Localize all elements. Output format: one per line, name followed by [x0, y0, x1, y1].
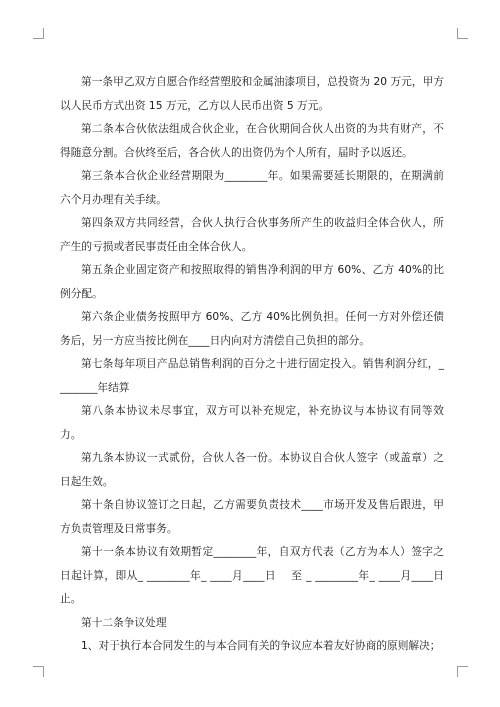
clause-3: 第三条本合伙企业经营期限为________年。如果需要延长期限的，在期满前六个月办理有关手续。	[60, 169, 444, 206]
clause-10: 第十条自协议签订之日起，乙方需要负责技术____市场开发及售后跟进，甲方负责管理及日常事务。	[60, 498, 444, 535]
document-body	[60, 70, 444, 658]
clause-6: 第六条企业债务按照甲方 60%、乙方 40%比例负担。任何一方对外偿还债务后，另一方应当按比例在____日内向对方清偿自己负担的部分。	[60, 310, 444, 347]
crop-mark-bottom-left	[33, 666, 44, 677]
crop-mark-bottom-right	[457, 666, 468, 677]
clause-8: 第八条本协议未尽事宜，双方可以补充规定，补充协议与本协议有同等效力。	[60, 404, 444, 441]
clause-7: 第七条每年项目产品总销售利润的百分之十进行固定投入。销售利润分红，________年结算	[60, 357, 444, 394]
clause-5: 第五条企业固定资产和按照取得的销售净利润的甲方 60%、乙方 40%的比例分配。	[60, 263, 444, 300]
crop-mark-top-right	[457, 28, 468, 39]
clause-1: 第一条甲乙双方自愿合作经营塑胶和金属油漆项目，总投资为 20 万元，甲方以人民币方式出资 15 万元，乙方以人民币出资 5 万元。	[60, 75, 444, 112]
crop-mark-top-left	[33, 28, 44, 39]
clause-9: 第九条本协议一式贰份，合伙人各一份。本协议自合伙人签字（或盖章）之日起生效。	[60, 451, 444, 488]
clause-11: 第十一条本协议有效期暂定________年，自双方代表（乙方为本人）签字之日起计算，即从_ ________年_ ____月____日 至 _ ________年_ ____月____日止。	[60, 545, 444, 605]
clause-12-heading: 第十二条争议处理	[81, 615, 167, 629]
clause-4: 第四条双方共同经营，合伙人执行合伙事务所产生的收益归全体合伙人，所产生的亏损或者民事责任由全体合伙人。	[60, 216, 444, 253]
clause-2: 第二条本合伙依法组成合伙企业，在合伙期间合伙人出资的为共有财产，不得随意分割。合伙终至后，各合伙人的出资仍为个人所有，届时予以返还。	[60, 122, 444, 159]
clause-12-item-1: 1、对于执行本合同发生的与本合同有关的争议应本着友好协商的原则解决；	[81, 639, 441, 652]
